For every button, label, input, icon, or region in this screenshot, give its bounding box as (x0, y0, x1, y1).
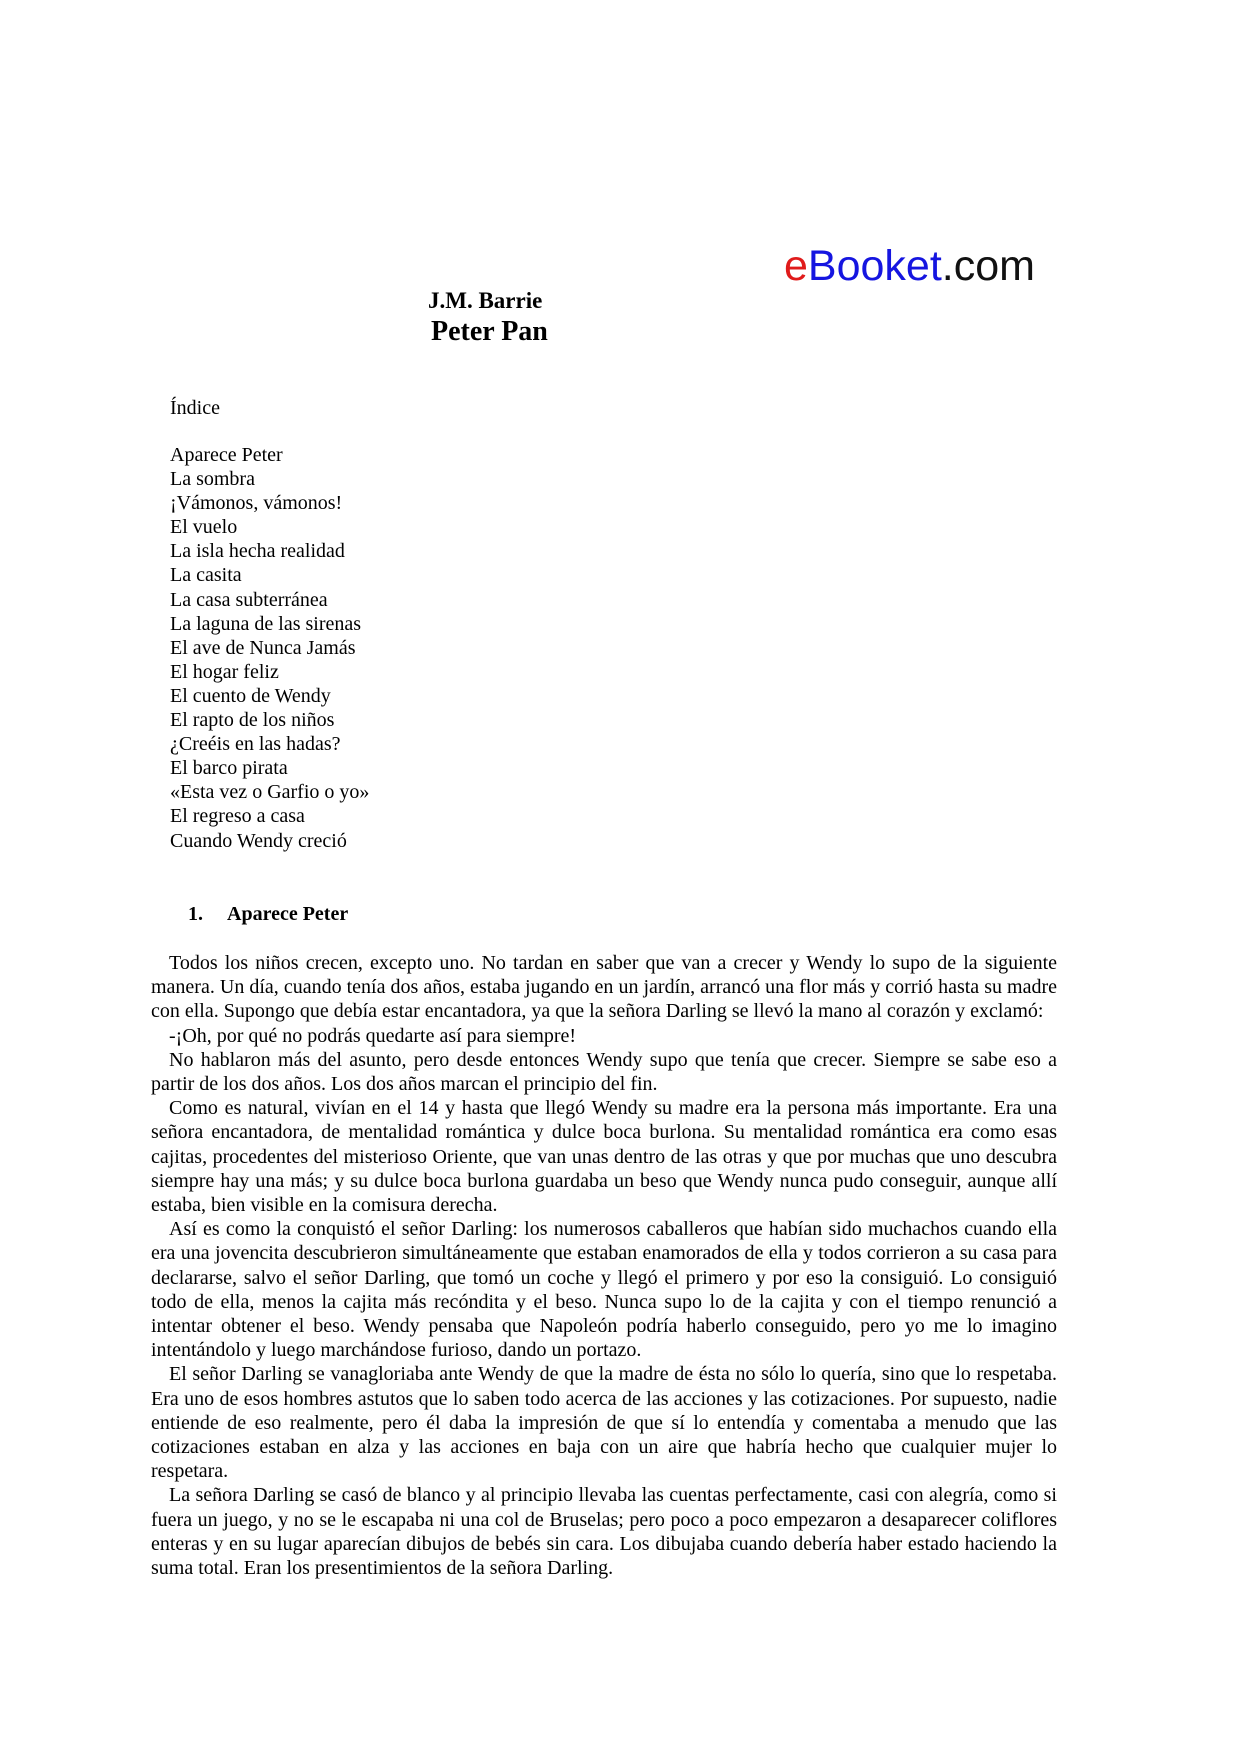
chapter-number: 1. (188, 903, 203, 925)
book-author: J.M. Barrie (428, 288, 543, 313)
chapter-body (151, 951, 1057, 1580)
logo-part-com: .com (941, 242, 1035, 290)
toc-item: «Esta vez o Garfio o yo» (170, 781, 370, 804)
chapter-title: Aparece Peter (227, 903, 349, 925)
paragraph: Como es natural, vivían en el 14 y hasta que llegó Wendy su madre era la persona más importante. Era una señora encantadora, de mentalidad romántica y dulce boca burlona. Su mentalidad romántica era como esas cajitas, procedentes del misterioso Oriente, que van unas dentro de las otras y que por muchas que uno descubra siempre hay una más; y su dulce boca burlona guardaba un beso que Wendy nunca pudo conseguir, aunque allí estaba, bien visible en la comisura derecha. (151, 1097, 1057, 1217)
toc-item: La isla hecha realidad (170, 540, 345, 563)
paragraph: Así es como la conquistó el señor Darling: los numerosos caballeros que habían sido muchachos cuando ella era una jovencita descubrieron simultáneamente que estaban enamorados de ella y todos corrieron a su casa para declararse, salvo el señor Darling, que tomó un coche y llegó el primero y por eso la consiguió. Lo consiguió todo de ella, menos la cajita más recóndita y el beso. Nunca supo lo de la cajita y con el tiempo renunció a intentar obtener el beso. Wendy pensaba que Napoleón podría haberlo conseguido, pero yo me lo imagino intentándolo y luego marchándose furioso, dando un portazo. (151, 1218, 1057, 1362)
toc-item: La sombra (170, 468, 255, 491)
logo-part-e: e (784, 242, 808, 290)
toc-item: La casa subterránea (170, 588, 328, 611)
paragraph: El señor Darling se vanagloriaba ante Wendy de que la madre de ésta no sólo lo quería, sino que lo respetaba. Era uno de esos hombres astutos que lo saben todo acerca de las acciones y las cotizaciones. Por supuesto, nadie entiende de eso realmente, pero él daba la impresión de que sí lo entendía y comentaba a menudo que las cotizaciones estaban en alza y las acciones en baja con un aire que habría hecho que cualquier mujer lo respetara. (151, 1363, 1057, 1483)
toc-item: El rapto de los niños (170, 709, 335, 732)
toc-item: El ave de Nunca Jamás (170, 636, 356, 659)
toc-item: El regreso a casa (170, 805, 305, 828)
paragraph: No hablaron más del asunto, pero desde entonces Wendy supo que tenía que crecer. Siempre se sabe eso a partir de los dos años. Los dos años marcan el principio del fin. (151, 1048, 1057, 1096)
toc-item: El hogar feliz (170, 660, 279, 683)
toc-item: Aparece Peter (170, 444, 283, 466)
paragraph: Todos los niños crecen, excepto uno. No tardan en saber que van a crecer y Wendy lo supo de la siguiente manera. Un día, cuando tenía dos años, estaba jugando en un jardín, arrancó una flor más y corrió hasta su madre con ella. Supongo que debía estar encantadora, ya que la señora Darling se llevó la mano al corazón y exclamó: (151, 952, 1057, 1023)
toc-item: La laguna de las sirenas (170, 612, 362, 635)
ebooket-logo[interactable] (784, 240, 1035, 292)
toc-item: El cuento de Wendy (170, 684, 331, 707)
toc-item: El barco pirata (170, 757, 288, 780)
paragraph: -¡Oh, por qué no podrás quedarte así para siempre! (169, 1024, 577, 1047)
toc-item: ¿Creéis en las hadas? (170, 733, 341, 756)
toc-item: La casita (170, 564, 242, 587)
chapter-heading (188, 902, 348, 926)
toc-item: El vuelo (170, 516, 238, 539)
paragraph: La señora Darling se casó de blanco y al principio llevaba las cuentas perfectamente, casi con alegría, como si fuera un juego, y no se le escapaba ni una col de Bruselas; pero poco a poco empezaron a desaparecer coliflores enteras y en su lugar aparecían dibujos de bebés sin cara. Los dibujaba cuando debería haber estado haciendo la suma total. Eran los presentimientos de la señora Darling. (151, 1484, 1057, 1580)
table-of-contents (170, 443, 369, 853)
logo-part-booket: Booket (807, 242, 942, 290)
toc-item: ¡Vámonos, vámonos! (170, 492, 343, 515)
toc-heading: Índice (170, 397, 220, 419)
book-title: Peter Pan (431, 316, 548, 347)
toc-item: Cuando Wendy creció (170, 829, 347, 852)
